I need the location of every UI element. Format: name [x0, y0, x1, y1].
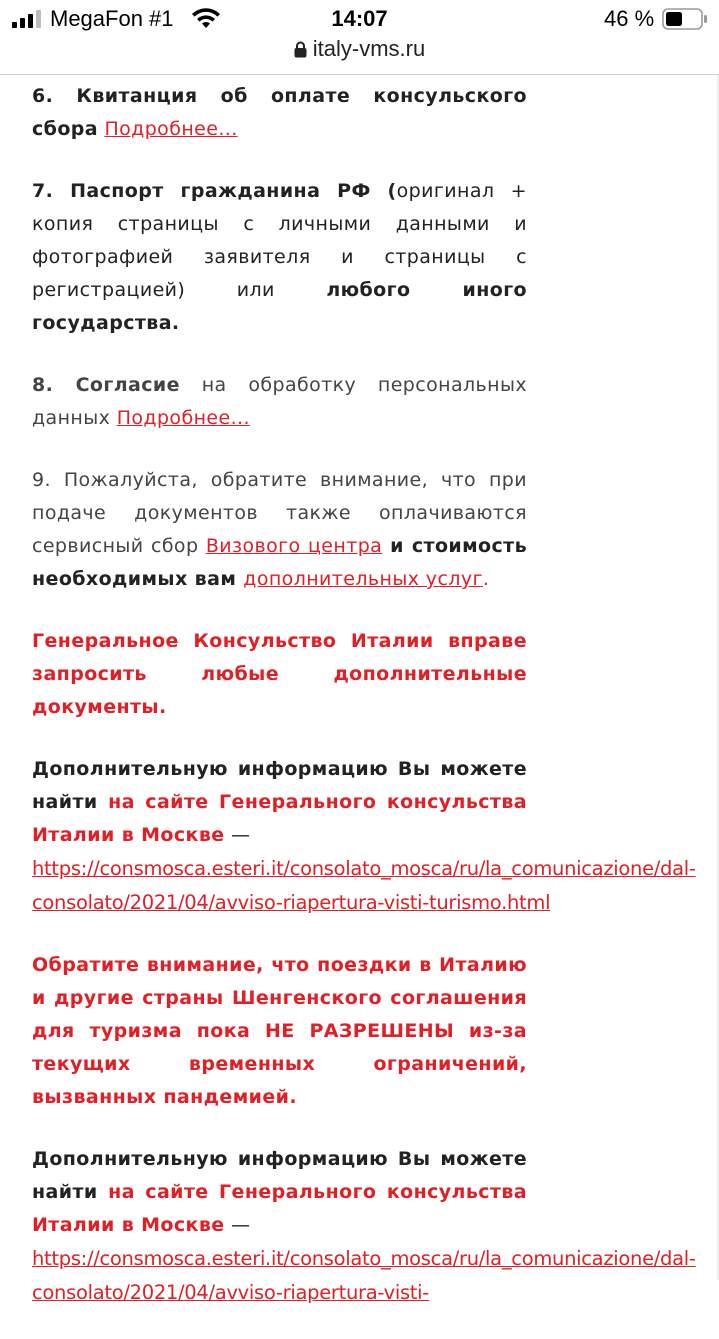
item7-bold-end: любого иного государства. — [32, 279, 527, 334]
travel-warning — [32, 949, 527, 1114]
consulate-url-link-1a[interactable]: https://consmosca.esteri.it/consolato_mosca/ru/la_comunicazione/dal- — [32, 857, 696, 880]
url-text: italy-vms.ru — [312, 36, 426, 61]
consulate-notice-text: Генеральное Консульство Италии вправе запросить любые дополнительные документы. — [32, 630, 527, 718]
info2-consulate-site: на сайте Генерального консульства Италии в Москве — [32, 1181, 527, 1236]
item7-bold-start: 7. Паспорт гражданина РФ ( — [32, 180, 397, 202]
item6-text: 6. Квитанция об оплате консульского сбора — [32, 85, 527, 140]
document-item-9 — [32, 464, 527, 596]
item8-more-link[interactable]: Подробнее... — [116, 407, 250, 429]
info1-text: Дополнительную информацию Вы можете найти — [32, 758, 527, 813]
document-item-7 — [32, 175, 527, 340]
article-content — [32, 80, 696, 1339]
clock: 14:07 — [331, 6, 388, 31]
battery-icon — [662, 8, 708, 30]
status-bar — [0, 0, 719, 40]
item9-middle: и стоимость необходимых вам — [32, 535, 527, 590]
lock-icon — [294, 41, 307, 58]
additional-info-1 — [32, 753, 696, 920]
additional-info-2 — [32, 1143, 696, 1310]
info1-dash: — — [224, 824, 251, 846]
info1-consulate-site: на сайте Генерального консульства Италии в Москве — [32, 791, 527, 846]
carrier-name: MegaFon #1 — [50, 6, 174, 31]
consulate-url-link-2b[interactable]: consolato/2021/04/avviso-riapertura-visti- — [32, 1281, 430, 1304]
visa-center-link[interactable]: Визового центра — [205, 535, 383, 557]
consulate-url-link-1b[interactable]: consolato/2021/04/avviso-riapertura-visti-turismo.html — [32, 891, 551, 914]
document-item-6 — [32, 80, 527, 146]
document-item-8 — [32, 369, 527, 435]
item6-more-link[interactable]: Подробнее... — [104, 118, 238, 140]
additional-services-link[interactable]: дополнительных услуг — [243, 568, 483, 590]
info2-dash: — — [224, 1214, 251, 1236]
address-bar[interactable] — [0, 36, 719, 72]
info2-text: Дополнительную информацию Вы можете найти — [32, 1148, 527, 1203]
consulate-notice — [32, 625, 527, 724]
item9-end: . — [482, 568, 490, 590]
battery-percent: 46 % — [604, 6, 655, 31]
travel-warning-text: Обратите внимание, что поездки в Италию и другие страны Шенгенского соглашения для туризма пока НЕ РАЗРЕШЕНЫ из-за текущих временных ограничений, вызванных пандемией. — [32, 954, 527, 1108]
address-bar-divider — [0, 74, 719, 75]
item8-bold: 8. Согласие — [32, 374, 180, 396]
item9-text: 9. Пожалуйста, обратите внимание, что при подаче документов также оплачиваются сервисный сбор — [32, 469, 527, 557]
consulate-url-link-2a[interactable]: https://consmosca.esteri.it/consolato_mosca/ru/la_comunicazione/dal- — [32, 1247, 696, 1270]
item7-text: оригинал + копия страницы с личными данными и фотографией заявителя и страницы с регистрацией) или — [32, 180, 527, 301]
item8-text: на обработку персональных данных — [32, 374, 528, 429]
